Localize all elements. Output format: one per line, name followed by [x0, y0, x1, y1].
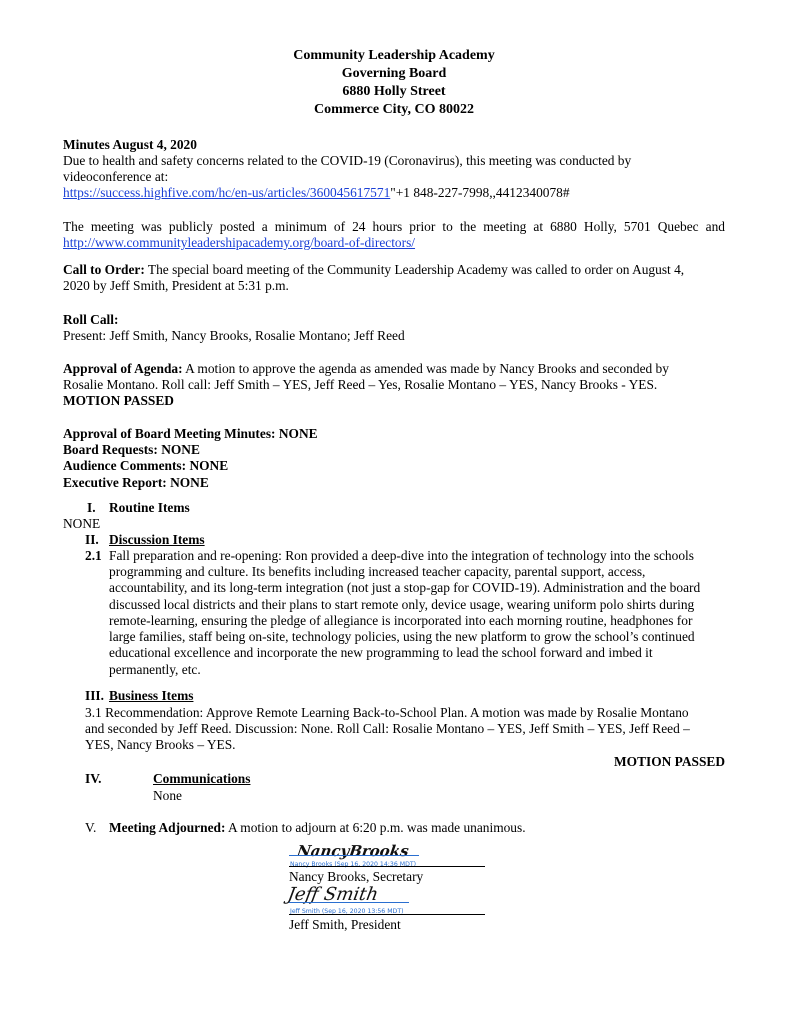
roll-call-label: Roll Call: — [63, 312, 119, 327]
discussion-line-2: programming and culture. Its benefits including increased teacher capacity, parental support, access, — [109, 564, 646, 579]
adjourned-text: A motion to adjourn at 6:20 p.m. was made unanimous. — [225, 820, 526, 835]
section-1-title: Routine Items — [109, 500, 190, 515]
section-5-numeral: V. — [85, 820, 97, 835]
video-conference-phone: "+1 848-227-7998,,4412340078# — [390, 185, 570, 200]
approval-agenda-result: MOTION PASSED — [63, 393, 174, 408]
jeff-smith-signature-text: Jeff Smith — [285, 884, 380, 905]
section-2-title: Discussion Items — [109, 532, 205, 547]
jeff-smith-signature-underline — [289, 902, 409, 903]
section-4-numeral: IV. — [85, 771, 102, 786]
video-conference-line — [63, 185, 570, 201]
jeff-smith-signature-stamp: Jeff Smith (Sep 16, 2020 13:56 MDT) — [290, 908, 404, 915]
discussion-line-5: remote-learning, ensuring the pledge of allegiance is incorporated into each morning routine, headphones for — [109, 613, 693, 628]
roll-call-present: Present: Jeff Smith, Nancy Brooks, Rosalie Montano; Jeff Reed — [63, 328, 405, 343]
covid-statement-line1: Due to health and safety concerns related to the COVID-19 (Coronavirus), this meeting was conducted by — [63, 153, 632, 168]
nancy-brooks-signature-underline — [289, 855, 419, 856]
business-line-3: YES, Nancy Brooks – YES. — [85, 737, 236, 752]
business-line-2: and seconded by Jeff Reed. Discussion: None. Roll Call: Rosalie Montano – YES, Jeff Smith – YES, Jeff Reed – — [85, 721, 690, 736]
executive-report-none: Executive Report: NONE — [63, 475, 209, 490]
minutes-date-heading: Minutes August 4, 2020 — [63, 137, 197, 152]
discussion-line-8: permanently, etc. — [109, 662, 201, 677]
nancy-brooks-signature-line — [289, 866, 485, 867]
section-4-title: Communications — [153, 771, 251, 786]
board-name: Governing Board — [341, 66, 447, 81]
adjourned-line — [109, 820, 526, 836]
section-3-numeral: III. — [85, 688, 104, 703]
jeff-smith-name-title: Jeff Smith, President — [289, 917, 401, 932]
approval-agenda-line1 — [63, 361, 669, 377]
approval-minutes-none: Approval of Board Meeting Minutes: NONE — [63, 426, 318, 441]
posting-notice: The meeting was publicly posted a minimum of 24 hours prior to the meeting at 6880 Holly, 5701 Quebec and — [63, 219, 725, 234]
adjourned-label: Meeting Adjourned: — [109, 820, 226, 835]
approval-agenda-text: A motion to approve the agenda as amended was made by Nancy Brooks and seconded by — [182, 361, 669, 376]
board-requests-none: Board Requests: NONE — [63, 442, 200, 457]
call-to-order-line2: 2020 by Jeff Smith, President at 5:31 p.m. — [63, 278, 289, 293]
item-2-1-number: 2.1 — [85, 548, 102, 563]
audience-comments-none: Audience Comments: NONE — [63, 458, 229, 473]
business-line-1: 3.1 Recommendation: Approve Remote Learning Back-to-School Plan. A motion was made by Rosalie Montano — [85, 705, 689, 720]
discussion-line-4: discussed local districts and their plans to start remote only, device usage, wearing uniform polo shirts during — [109, 597, 695, 612]
business-motion-result: MOTION PASSED — [614, 754, 725, 769]
discussion-line-3: accountability, and its long-term integration (not just a stop-gap for COVID-19). Administration and the board — [109, 580, 701, 595]
section-4-body: None — [153, 788, 183, 803]
discussion-line-1: Fall preparation and re-opening: Ron provided a deep-dive into the integration of technology into the schools — [109, 548, 694, 563]
discussion-line-6: large families, staff being on-site, technology policies, using the new platform to grow the school’s continued — [109, 629, 695, 644]
discussion-line-7: educational excellence and incorporate the new programming to lead the school forward and imbed it — [109, 645, 653, 660]
jeff-smith-signature-line — [289, 914, 485, 915]
call-to-order-label: Call to Order: — [63, 262, 145, 277]
video-conference-link[interactable]: https://success.highfive.com/hc/en-us/articles/360045617571 — [63, 185, 391, 200]
board-of-directors-link[interactable]: http://www.communityleadershipacademy.org/board-of-directors/ — [63, 235, 416, 250]
address-street: 6880 Holly Street — [342, 84, 446, 99]
covid-statement-line2: videoconference at: — [63, 169, 169, 184]
org-name: Community Leadership Academy — [293, 48, 495, 63]
nancy-brooks-signature-text: NancyBrooks — [295, 842, 410, 860]
approval-agenda-label: Approval of Agenda: — [63, 361, 183, 376]
approval-agenda-line2: Rosalie Montano. Roll call: Jeff Smith – YES, Jeff Reed – Yes, Rosalie Montano – YES, Nancy Brooks - YES. — [63, 377, 658, 392]
address-city: Commerce City, CO 80022 — [314, 102, 474, 117]
section-2-numeral: II. — [85, 532, 99, 547]
section-3-title: Business Items — [109, 688, 194, 703]
call-to-order-text: The special board meeting of the Community Leadership Academy was called to order on August 4, — [144, 262, 685, 277]
nancy-brooks-name-title: Nancy Brooks, Secretary — [289, 869, 424, 884]
section-1-body: NONE — [63, 516, 101, 531]
section-1-numeral: I. — [87, 500, 96, 515]
call-to-order-line1 — [63, 262, 684, 278]
nancy-brooks-signature-stamp: Nancy Brooks (Sep 16, 2020 14:36 MDT) — [290, 861, 417, 868]
posting-link-line — [63, 235, 415, 251]
